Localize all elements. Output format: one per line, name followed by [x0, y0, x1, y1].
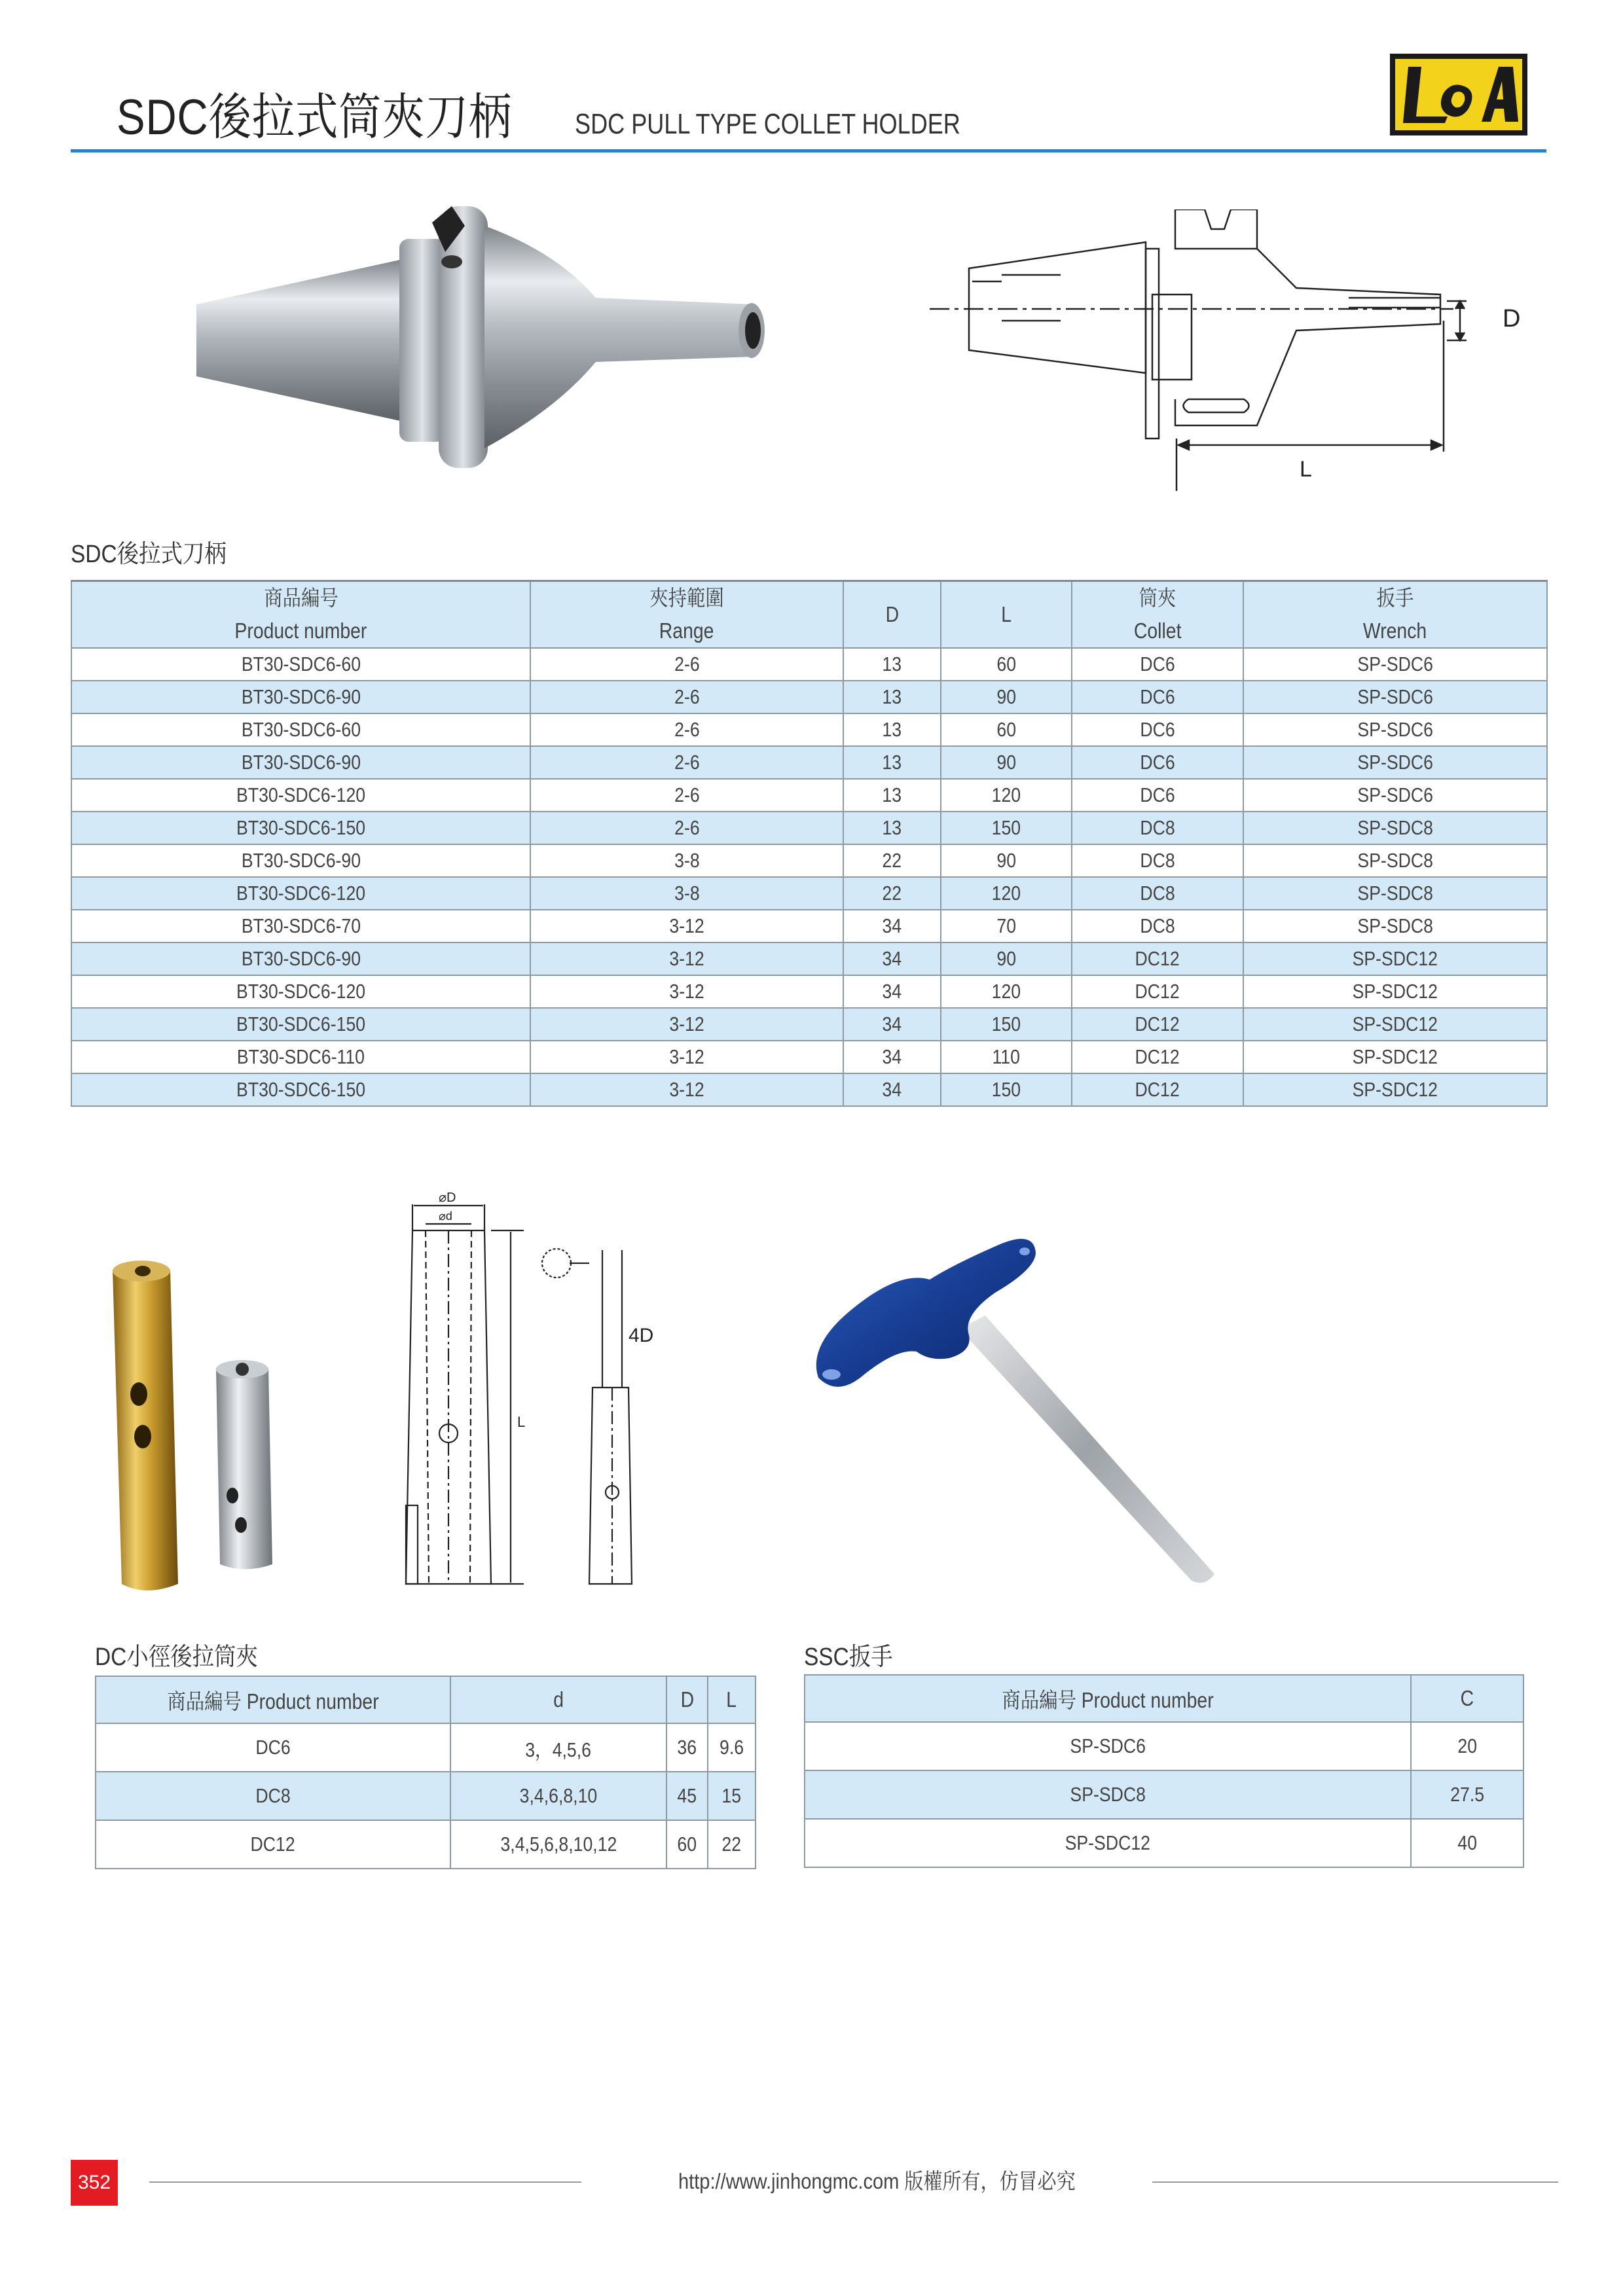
table-cell: 3-12 [530, 1041, 843, 1073]
table-cell: BT30-SDC6-120 [71, 877, 530, 910]
table-row [71, 844, 1547, 877]
holder-spec-table [71, 580, 1548, 1107]
table-cell: BT30-SDC6-120 [71, 779, 530, 812]
table-cell: DC8 [96, 1772, 450, 1820]
table-cell: 120 [941, 975, 1072, 1008]
page-title: SDC後拉式筒夾刀柄 [117, 90, 513, 145]
header-d: D [843, 581, 941, 649]
page-subtitle: SDC PULL TYPE COLLET HOLDER [575, 108, 960, 140]
table-cell: BT30-SDC6-90 [71, 844, 530, 877]
table-row [71, 746, 1547, 779]
table-cell: 60 [941, 713, 1072, 746]
table-cell: 150 [941, 1073, 1072, 1106]
table-cell: 3,4,6,8,10 [450, 1772, 666, 1820]
table-row [71, 1041, 1547, 1073]
table-cell: 27.5 [1411, 1770, 1523, 1819]
header-range: 夾持範圍 Range [530, 581, 843, 649]
table-row [71, 942, 1547, 975]
table-row [805, 1770, 1523, 1819]
table-cell: 36 [666, 1723, 708, 1772]
table-cell: BT30-SDC6-60 [71, 713, 530, 746]
table-cell: 3-12 [530, 975, 843, 1008]
table-cell: 22 [708, 1820, 756, 1869]
table-cell: DC6 [1072, 779, 1243, 812]
collet-dia-d-small-label: ⌀d [439, 1210, 452, 1223]
header-product: 商品編号 Product number [71, 581, 530, 649]
table-cell: SP-SDC6 [1243, 713, 1547, 746]
table-row [71, 812, 1547, 844]
table-cell: 2-6 [530, 648, 843, 681]
table-cell: 3-12 [530, 1008, 843, 1041]
wrench-spec-table [804, 1674, 1524, 1868]
table-row [96, 1820, 756, 1869]
table-cell: BT30-SDC6-90 [71, 746, 530, 779]
page-number: 352 [71, 2160, 118, 2206]
table-cell: BT30-SDC6-60 [71, 648, 530, 681]
table-row [71, 877, 1547, 910]
collet-drawing [393, 1191, 674, 1597]
table-cell: 150 [941, 812, 1072, 844]
table-cell: BT30-SDC6-110 [71, 1041, 530, 1073]
dc-table-title: DC小徑後拉筒夾 [95, 1643, 258, 1671]
table-row [71, 1008, 1547, 1041]
table-cell: 34 [843, 975, 941, 1008]
table-cell: DC12 [1072, 1041, 1243, 1073]
table-cell: 13 [843, 681, 941, 713]
table-row [805, 1819, 1523, 1867]
table-cell: 13 [843, 648, 941, 681]
table-cell: 34 [843, 942, 941, 975]
table-cell: DC6 [1072, 648, 1243, 681]
collet-spec-table [95, 1676, 756, 1869]
table-cell: BT30-SDC6-150 [71, 1073, 530, 1106]
table-cell: DC8 [1072, 910, 1243, 942]
table-cell: SP-SDC6 [1243, 746, 1547, 779]
table-row [805, 1722, 1523, 1770]
table-row [71, 779, 1547, 812]
table-cell: 2-6 [530, 681, 843, 713]
table-cell: 120 [941, 877, 1072, 910]
table-cell: 34 [843, 910, 941, 942]
table-cell: 90 [941, 681, 1072, 713]
table-cell: 90 [941, 942, 1072, 975]
table-cell: 60 [941, 648, 1072, 681]
ssc-table-title: SSC扳手 [804, 1643, 893, 1671]
table-cell: 15 [708, 1772, 756, 1820]
table-row [71, 910, 1547, 942]
footer-copyright: http://www.jinhongmc.com 版權所有，仿冒必究 [678, 2169, 1076, 2193]
table-cell: 20 [1411, 1722, 1523, 1770]
table-cell: SP-SDC8 [1243, 877, 1547, 910]
table-cell: 13 [843, 812, 941, 844]
table-cell: 3，4,5,6 [450, 1723, 666, 1772]
main-table-title: SDC後拉式刀柄 [71, 541, 227, 568]
table-cell: SP-SDC12 [1243, 1008, 1547, 1041]
table-cell: SP-SDC12 [1243, 942, 1547, 975]
table-row [96, 1723, 756, 1772]
collet-holder-drawing [930, 209, 1545, 497]
ssc-header-c: C [1411, 1675, 1523, 1722]
table-cell: DC12 [1072, 975, 1243, 1008]
table-cell: SP-SDC6 [805, 1722, 1411, 1770]
table-cell: SP-SDC12 [805, 1819, 1411, 1867]
table-cell: SP-SDC8 [1243, 812, 1547, 844]
footer-divider-left [149, 2181, 581, 2183]
table-row [71, 713, 1547, 746]
table-cell: DC6 [1072, 746, 1243, 779]
table-cell: DC8 [1072, 812, 1243, 844]
table-row [71, 648, 1547, 681]
table-cell: 45 [666, 1772, 708, 1820]
table-cell: SP-SDC12 [1243, 975, 1547, 1008]
table-cell: 13 [843, 746, 941, 779]
table-cell: DC12 [1072, 1008, 1243, 1041]
collet-dia-d-big-label: ⌀D [439, 1191, 456, 1205]
table-cell: 3,4,5,6,8,10,12 [450, 1820, 666, 1869]
table-cell: 22 [843, 844, 941, 877]
table-row [71, 1073, 1547, 1106]
table-cell: 22 [843, 877, 941, 910]
table-cell: 34 [843, 1041, 941, 1073]
table-cell: 13 [843, 779, 941, 812]
table-cell: 2-6 [530, 812, 843, 844]
table-cell: 70 [941, 910, 1072, 942]
table-cell: 3-8 [530, 844, 843, 877]
table-cell: BT30-SDC6-90 [71, 942, 530, 975]
table-cell: DC12 [96, 1820, 450, 1869]
table-cell: 9.6 [708, 1723, 756, 1772]
table-cell: BT30-SDC6-70 [71, 910, 530, 942]
table-cell: SP-SDC8 [1243, 910, 1547, 942]
dc-header-d-small: d [450, 1676, 666, 1723]
table-cell: DC12 [1072, 942, 1243, 975]
table-cell: 2-6 [530, 713, 843, 746]
table-cell: 2-6 [530, 746, 843, 779]
table-row [71, 681, 1547, 713]
table-cell: DC6 [1072, 713, 1243, 746]
ssc-header-product: 商品編号 Product number [805, 1675, 1411, 1722]
footer-divider-right [1152, 2181, 1558, 2183]
collet-photo [105, 1257, 288, 1604]
table-cell: 34 [843, 1008, 941, 1041]
table-cell: BT30-SDC6-90 [71, 681, 530, 713]
table-cell: SP-SDC8 [805, 1770, 1411, 1819]
dc-header-product: 商品編号 Product number [96, 1676, 450, 1723]
header-collet: 筒夾 Collet [1072, 581, 1243, 649]
dc-header-d: D [666, 1676, 708, 1723]
dimension-d-label: D [1503, 305, 1521, 332]
table-cell: 34 [843, 1073, 941, 1106]
table-row [96, 1772, 756, 1820]
table-cell: SP-SDC8 [1243, 844, 1547, 877]
table-cell: 13 [843, 713, 941, 746]
four-d-label: 4D [629, 1325, 654, 1346]
table-cell: BT30-SDC6-150 [71, 1008, 530, 1041]
table-cell: 3-12 [530, 942, 843, 975]
table-cell: DC12 [1072, 1073, 1243, 1106]
table-cell: 120 [941, 779, 1072, 812]
table-cell: SP-SDC6 [1243, 648, 1547, 681]
table-cell: SP-SDC12 [1243, 1041, 1547, 1073]
table-cell: BT30-SDC6-120 [71, 975, 530, 1008]
dimension-l-label: L [1300, 457, 1312, 482]
table-cell: 3-12 [530, 910, 843, 942]
table-cell: 90 [941, 746, 1072, 779]
table-cell: 150 [941, 1008, 1072, 1041]
table-cell: DC6 [96, 1723, 450, 1772]
table-cell: SP-SDC12 [1243, 1073, 1547, 1106]
table-cell: 60 [666, 1820, 708, 1869]
table-cell: DC8 [1072, 844, 1243, 877]
table-cell: 2-6 [530, 779, 843, 812]
dc-header-l: L [708, 1676, 756, 1723]
table-cell: SP-SDC6 [1243, 779, 1547, 812]
collet-l-label: L [517, 1414, 526, 1430]
table-cell: DC8 [1072, 877, 1243, 910]
table-row [71, 975, 1547, 1008]
brand-logo [1390, 54, 1527, 135]
collet-holder-photo [190, 187, 779, 488]
table-cell: 40 [1411, 1819, 1523, 1867]
header-wrench: 扳手 Wrench [1243, 581, 1547, 649]
table-cell: SP-SDC6 [1243, 681, 1547, 713]
table-cell: 3-12 [530, 1073, 843, 1106]
table-cell: DC6 [1072, 681, 1243, 713]
header-divider [71, 149, 1546, 152]
t-handle-wrench-photo [805, 1217, 1237, 1597]
table-cell: BT30-SDC6-150 [71, 812, 530, 844]
table-cell: 110 [941, 1041, 1072, 1073]
table-cell: 3-8 [530, 877, 843, 910]
table-cell: 90 [941, 844, 1072, 877]
header-l: L [941, 581, 1072, 649]
